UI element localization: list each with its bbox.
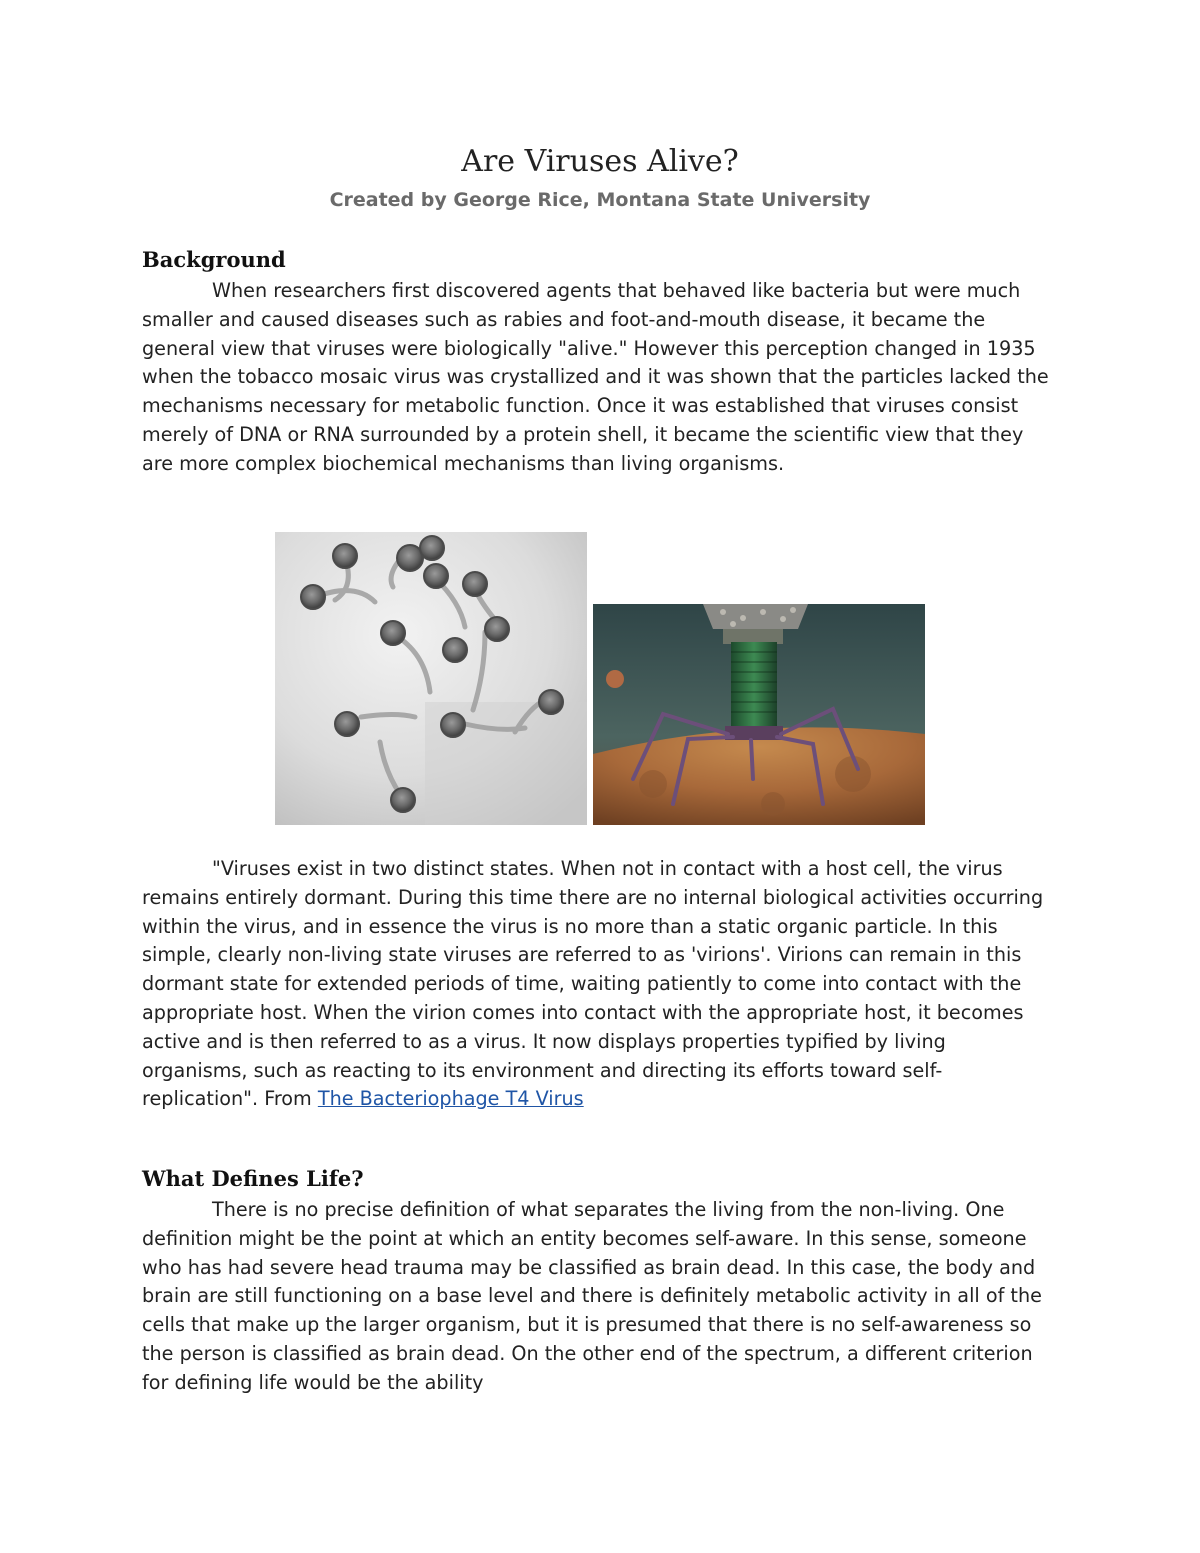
bacteriophage-t4-link[interactable]: The Bacteriophage T4 Virus — [317, 1087, 584, 1111]
page-subtitle: Created by George Rice, Montana State University — [329, 189, 871, 211]
electron-micrograph-bacteriophages-icon — [275, 532, 587, 825]
t4-bacteriophage-rendering-icon — [593, 604, 925, 825]
what-defines-life-paragraph: There is no precise definition of what separates the living from the non-living. One definition might be the point at which an entity becomes self-aware. In this sense, someone who has had severe head trauma may be classified as brain dead. In this case, the body and brain are still functioning on a base level and there is definitely metabolic activity in all of the cells that make up the larger organism, but it is presumed that there is no self-awareness so the person is classified as brain dead. On the other end of the spectrum, a different criterion for defining life would be the ability — [142, 1198, 1042, 1394]
quote-text: "Viruses exist in two distinct states. When not in contact with a host cell, the virus remains entirely dormant. During this time there are no internal biological activities occurring within the virus, and in essence the virus is no more than a static organic particle. In this simple, clearly non-living state viruses are referred to as 'virions'. Virions can remain in this dormant state for extended periods of time, waiting patiently to come into contact with the appropriate host. When the virion comes into contact with the appropriate host, it becomes active and is then referred to as a virus. It now displays properties typified by living organisms, such as reacting to its environment and directing its efforts toward self-replication". From — [142, 857, 1044, 1111]
heading-background: Background — [142, 247, 286, 272]
heading-what-defines-life: What Defines Life? — [142, 1166, 364, 1191]
quote-paragraph — [142, 855, 1054, 1114]
page-title: Are Viruses Alive? — [461, 144, 739, 179]
background-paragraph: When researchers first discovered agents that behaved like bacteria but were much smaller and caused diseases such as rabies and foot-and-mouth disease, it became the general view that viruses were biologically "alive." However this perception changed in 1935 when the tobacco mosaic virus was crystallized and it was shown that the particles lacked the mechanisms necessary for metabolic function. Once it was established that viruses consist merely of DNA or RNA surrounded by a protein shell, it became the scientific view that they are more complex biochemical mechanisms than living organisms. — [142, 279, 1049, 475]
